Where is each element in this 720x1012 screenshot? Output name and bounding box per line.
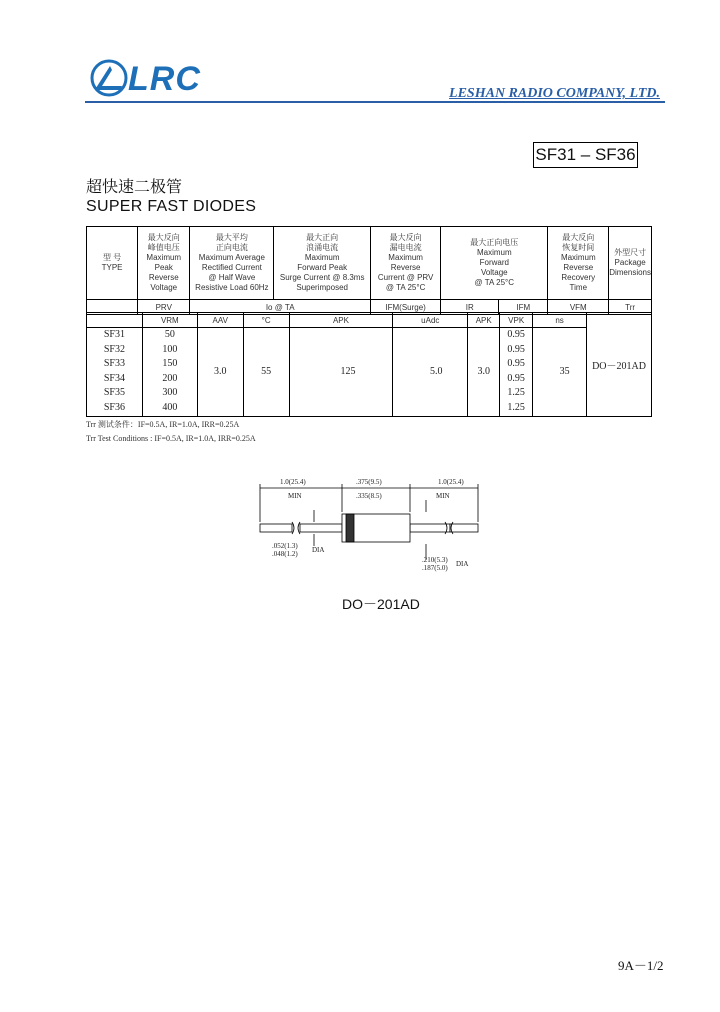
header-ir: 最大反向 漏电电流 Maximum Reverse Current @ PRV @ TA 25°C <box>371 227 441 300</box>
surge-value: 125 <box>289 328 393 417</box>
part-range-box: SF31 – SF36 <box>533 142 638 168</box>
header-trr: 最大反向 恢复时间 Maximum Reverse Recovery Time <box>548 227 609 300</box>
dim-lead-left-min: MIN <box>288 492 302 500</box>
prv-column: 50 100 150 200 300 400 <box>142 328 197 417</box>
dim-body-dia-2: .187(5.0) <box>422 564 448 572</box>
ifm-value: 3.0 <box>468 328 500 417</box>
dim-lead-right: 1.0(25.4) <box>438 478 464 486</box>
type-column: SF31 SF32 SF33 SF34 SF35 SF36 <box>87 328 143 417</box>
dim-lead-dia-label: DIA <box>312 546 325 554</box>
page-number: 9A－1/2 <box>618 958 664 973</box>
header-io: 最大平均 正向电流 Maximum Average Rectified Current @ Half Wave Resistive Load 60Hz <box>190 227 274 300</box>
note-en: Trr Test Conditions : IF=0.5A, IR=1.0A, IRR=0.25A <box>86 434 256 443</box>
logo-triangle-icon <box>90 58 128 98</box>
ta-value: 55 <box>243 328 289 417</box>
header-type: 型 号 TYPE <box>87 227 138 300</box>
symbol-row-1: PRV Io @ TA IFM(Surge) IR IFM VFM Trr <box>87 300 652 315</box>
title-english: SUPER FAST DIODES <box>86 198 257 215</box>
dim-body-1: .375(9.5) <box>356 478 382 486</box>
header-package: 外型尺寸 Package Dimensions <box>609 227 652 300</box>
trr-value: 35 <box>533 328 587 417</box>
vfm-column: 0.95 0.95 0.95 0.95 1.25 1.25 <box>500 328 533 417</box>
dim-body-dia-label: DIA <box>456 560 469 568</box>
spec-table <box>86 226 652 315</box>
dim-body-2: .335(8.5) <box>356 492 382 500</box>
io-value: 3.0 <box>197 328 243 417</box>
header-surge: 最大正向 浪涌电流 Maximum Forward Peak Surge Current @ 8.3ms Superimposed <box>274 227 371 300</box>
data-row <box>87 328 652 417</box>
package-cell: DO－201AD <box>587 313 652 417</box>
ir-value: 5.0 <box>393 328 468 417</box>
note-cn: Trr 测试条件：IF=0.5A, IR=1.0A, IRR=0.25A <box>86 420 240 429</box>
dim-body-dia-1: .210(5.3) <box>422 556 448 564</box>
header-row <box>87 227 652 300</box>
spec-table-body <box>86 312 652 417</box>
dim-lead-dia-2: .048(1.2) <box>272 550 298 558</box>
test-conditions <box>86 418 256 446</box>
logo-text: LRC <box>128 60 201 98</box>
dim-lead-dia-1: .052(1.3) <box>272 542 298 550</box>
company-name: LESHAN RADIO COMPANY, LTD. <box>449 86 660 101</box>
header-vf: 最大正向电压 Maximum Forward Voltage @ TA 25°C <box>441 227 548 300</box>
unit-row: VRM AAV °C APK uAdc APK VPK ns DO－201AD <box>87 313 652 328</box>
company-logo <box>90 58 215 100</box>
package-drawing <box>250 470 480 580</box>
package-name: DO－201AD <box>342 596 420 612</box>
title-chinese: 超快速二极管 <box>86 179 183 196</box>
dim-lead-right-min: MIN <box>436 492 450 500</box>
dim-lead-left: 1.0(25.4) <box>280 478 306 486</box>
header-prv: 最大反向 峰值电压 Maximum Peak Reverse Voltage <box>138 227 190 300</box>
header-rule <box>85 101 665 103</box>
